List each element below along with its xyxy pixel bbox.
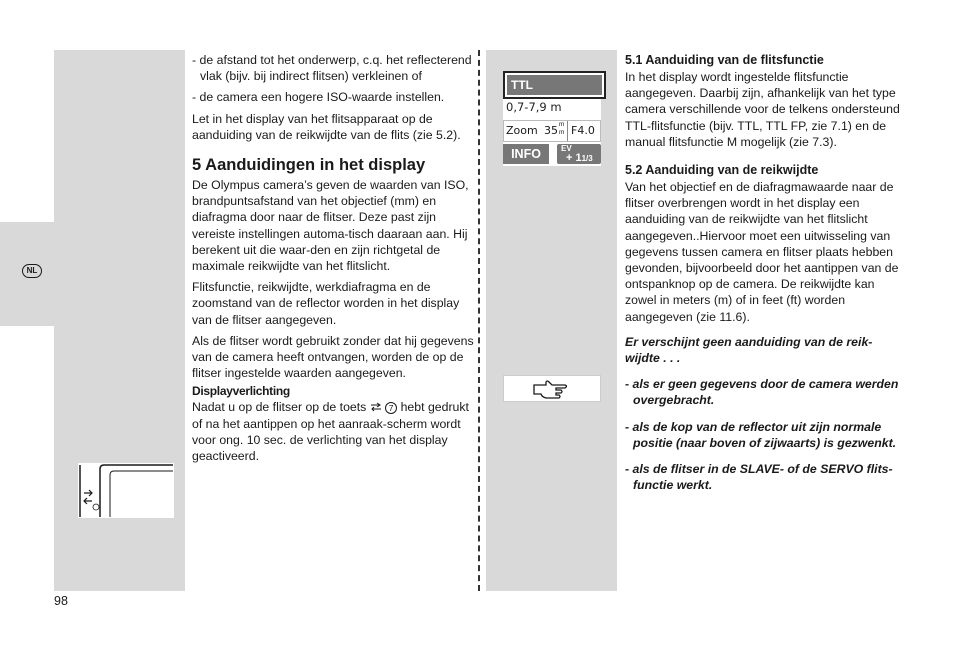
flash-mode: TTL (507, 75, 602, 95)
aperture-value: F4.0 (571, 124, 595, 137)
key-number-badge: 7 (385, 402, 397, 414)
paragraph-backlight: Nadat u op de flitser op de toets 7 hebt gedrukt of na het aantippen op het aanraak-scherm wordt voor ong. 10 sec. de verlichting van het display geactiveerd. (192, 400, 469, 464)
info-button: INFO (503, 144, 549, 164)
flash-mode-box (503, 71, 606, 99)
flash-display-panel (503, 71, 601, 166)
ev-value: + 11/3 (566, 152, 593, 164)
note-item-no-data: - als er geen gegevens door de camera werden overgebracht. (625, 377, 899, 408)
bullet-distance: - de afstand tot het onderwerp, c.q. het reflecterend vlak (bijv. bij indirect flitsen) verkleinen of (192, 53, 472, 84)
pointing-hand-icon (532, 378, 572, 400)
ev-label: EV (561, 144, 572, 153)
note-item-slave: - als de flitser in de SLAVE- of de SERVO flits-functie werkt. (625, 462, 893, 493)
zoom-unit: m m (559, 121, 565, 136)
heading-range: 5.2 Aanduiding van de reikwijdte (625, 163, 819, 178)
note-item-reflector: - als de kop van de reflector uit zijn normale positie (naar boven of zijwaarts) is gezwenkt. (625, 419, 897, 450)
paragraph-olympus: De Olympus camera’s geven de waarden van ISO, brandpuntsafstand van het objectief (mm) en diafragma door naar de flitser. Deze past zijn vereiste instellingen automa-tisch daaraan aan. Hij berekent uit die waar-den en zijn richtgetal de maximale reikwijdte van het flitslicht. (192, 178, 469, 274)
flash-back-diagram (78, 463, 174, 518)
right-text-column (625, 52, 905, 498)
paragraph-flash-function: In het display wordt ingestelde flitsfunctie aangegeven. Daarbij zijn, afhankelijk van het type camera verschillende voor de telkens ondersteund TTL-flitsfunctie (bijv. TTL, TTL FP, zie 7.1) en de manual flitsfunctie M mogelijk (zie 7.3). (625, 70, 900, 149)
note-hand-box (503, 375, 601, 402)
zoom-row (503, 120, 601, 142)
note-heading: Er verschijnt geen aanduiding van de reik-wijdte . . . (625, 334, 873, 366)
paragraph-range: Van het objectief en de diafragmawaarde naar de flitser overbrengen wordt in het display een aanduiding van de reikwijdte van het flitslicht aangegeven..Hiervoor moet een uitwisseling van gegevens tussen camera en flitser plaats hebben gevonden, bijvoorbeeld door het aantippen van de ontspanknop op de camera. De reikwijdte kan zowel in meters (m) of in feet (ft) worden aangegeven (zie 11.6). (625, 180, 899, 324)
language-badge: NL (22, 264, 42, 278)
page-number: 98 (54, 594, 68, 608)
bullet-iso: - de camera een hogere ISO-waarde instellen. (192, 90, 445, 105)
zoom-separator (567, 121, 568, 141)
section-heading: 5 Aanduidingen in het display (192, 156, 426, 175)
backlight-arrows-icon (370, 402, 382, 412)
display-thumbnail (78, 463, 174, 518)
zoom-label: Zoom (506, 124, 538, 137)
heading-flash-function: 5.1 Aanduiding van de flitsfunctie (625, 53, 824, 67)
paragraph-no-data: Als de flitser wordt gebruikt zonder dat hij gegevens van de camera heeft ontvangen, worden de op de flitser ingestelde waarden aangegeven. (192, 333, 474, 381)
zoom-value: 35 (544, 124, 558, 137)
intro-paragraph: Let in het display van het flitsapparaat op de aanduiding van de reikwijdte van de flits (zie 5.2). (192, 111, 461, 142)
flash-range: 0,7-7,9 m (506, 100, 562, 114)
paragraph-display: Flitsfunctie, reikwijdte, werkdiafragma en de zoomstand van de reflector worden in het display van de flitser aangegeven. (192, 280, 460, 327)
column-divider (478, 50, 480, 591)
subheading-backlight: Displayverlichting (192, 384, 290, 399)
ev-button (557, 144, 601, 164)
left-text-column (192, 52, 474, 469)
